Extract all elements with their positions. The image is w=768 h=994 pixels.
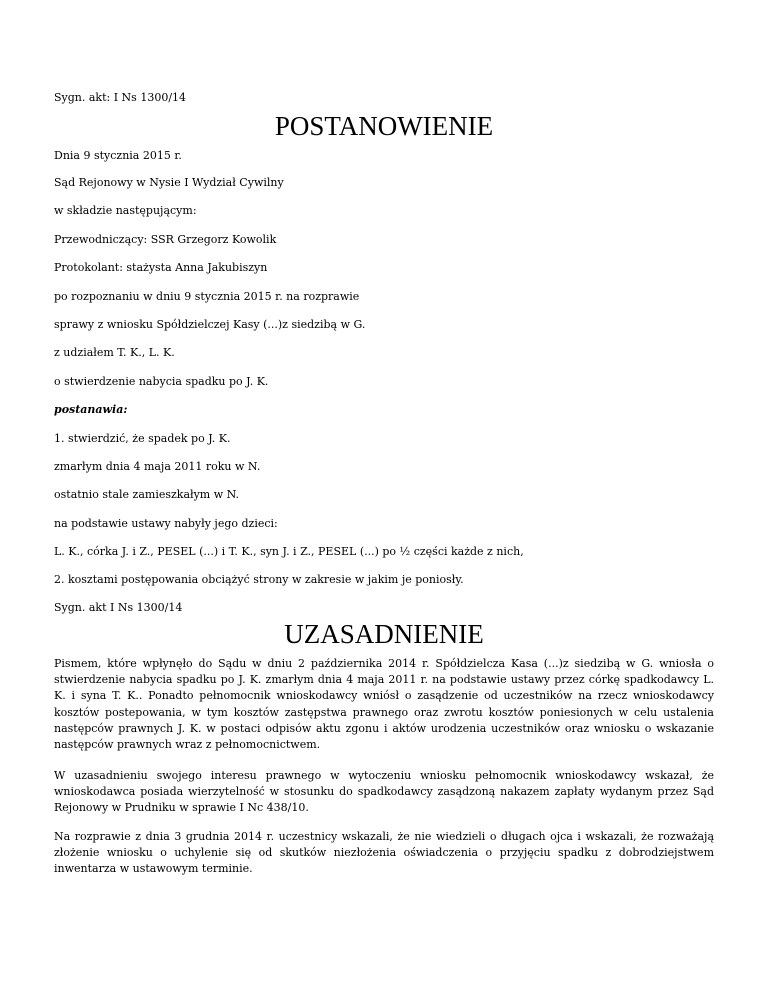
header-line-composition: w składzie następującym: xyxy=(54,204,197,217)
ruling-line-costs: 2. kosztami postępowania obciążyć strony w zakresie w jakim je poniosły. xyxy=(54,573,464,586)
ruling-line-4: na podstawie ustawy nabyły jego dzieci: xyxy=(54,517,278,530)
header-line-clerk: Protokolant: stażysta Anna Jakubiszyn xyxy=(54,261,268,274)
case-signature-top: Sygn. akt: I Ns 1300/14 xyxy=(54,91,187,104)
header-line-presiding-judge: Przewodniczący: SSR Grzegorz Kowolik xyxy=(54,233,277,246)
ruling-line-heirs: L. K., córka J. i Z., PESEL (...) i T. K., syn J. i Z., PESEL (...) po ½ części każde z nich, xyxy=(54,545,524,558)
case-signature-second: Sygn. akt I Ns 1300/14 xyxy=(54,601,183,614)
header-line-date: Dnia 9 stycznia 2015 r. xyxy=(54,149,182,162)
header-line-hearing: po rozpoznaniu w dniu 9 stycznia 2015 r. na rozprawie xyxy=(54,290,360,303)
justification-paragraph-1: Pismem, które wpłynęło do Sądu w dniu 2 października 2014 r. Spółdzielcza Kasa (...)z siedzibą w G. wniosła o stwierdzenie nabycia spadku po J. K. zmarłym dnia 4 maja 2011 r. na podstawie ustawy przez córkę spadkodawcy L. K. i syna T. K.. Ponadto pełnomocnik wnioskodawcy wniósł o zasądzenie od uczestników na rzecz wnioskodawcy kosztów postepowania, w tym kosztów zastępstwa prawnego oraz zwrotu kosztów poniesionych w celu ustalenia następców prawnych J. K. w postaci odpisów aktu zgonu i aktów urodzenia uczestników oraz wniosku o wskazanie następców prawnych wraz z pełnomocnictwem. xyxy=(54,657,714,752)
header-line-subject: o stwierdzenie nabycia spadku po J. K. xyxy=(54,375,269,388)
ruling-line-3: ostatnio stale zamieszkałym w N. xyxy=(54,488,240,501)
ruling-line-2: zmarłym dnia 4 maja 2011 roku w N. xyxy=(54,460,261,473)
header-line-court: Sąd Rejonowy w Nysie I Wydział Cywilny xyxy=(54,176,284,189)
postanawia-heading: postanawia: xyxy=(54,403,128,416)
justification-paragraph-3: Na rozprawie z dnia 3 grudnia 2014 r. uczestnicy wskazali, że nie wiedzieli o długach ojca i wskazali, że rozważają złożenie wniosku o uchylenie się od skutków niezłożenia oświadczenia o przyjęciu spadku z dobrodziejstwem inwentarza w ustawowym terminie. xyxy=(54,830,714,876)
justification-paragraph-2: W uzasadnieniu swojego interesu prawnego w wytoczeniu wniosku pełnomocnik wnioskodawcy wskazał, że wnioskodawca posiada wierzytelność w stosunku do spadkodawcy zasądzoną nakazem zapłaty wydanym przez Sąd Rejonowy w Prudniku w sprawie I Nc 438/10. xyxy=(54,769,714,815)
title-postanowienie: POSTANOWIENIE xyxy=(274,111,494,141)
title-uzasadnienie: UZASADNIENIE xyxy=(284,619,484,649)
header-line-case: sprawy z wniosku Spółdzielczej Kasy (...)z siedzibą w G. xyxy=(54,318,366,331)
ruling-line-1: 1. stwierdzić, że spadek po J. K. xyxy=(54,432,231,445)
header-line-participants: z udziałem T. K., L. K. xyxy=(54,346,175,359)
